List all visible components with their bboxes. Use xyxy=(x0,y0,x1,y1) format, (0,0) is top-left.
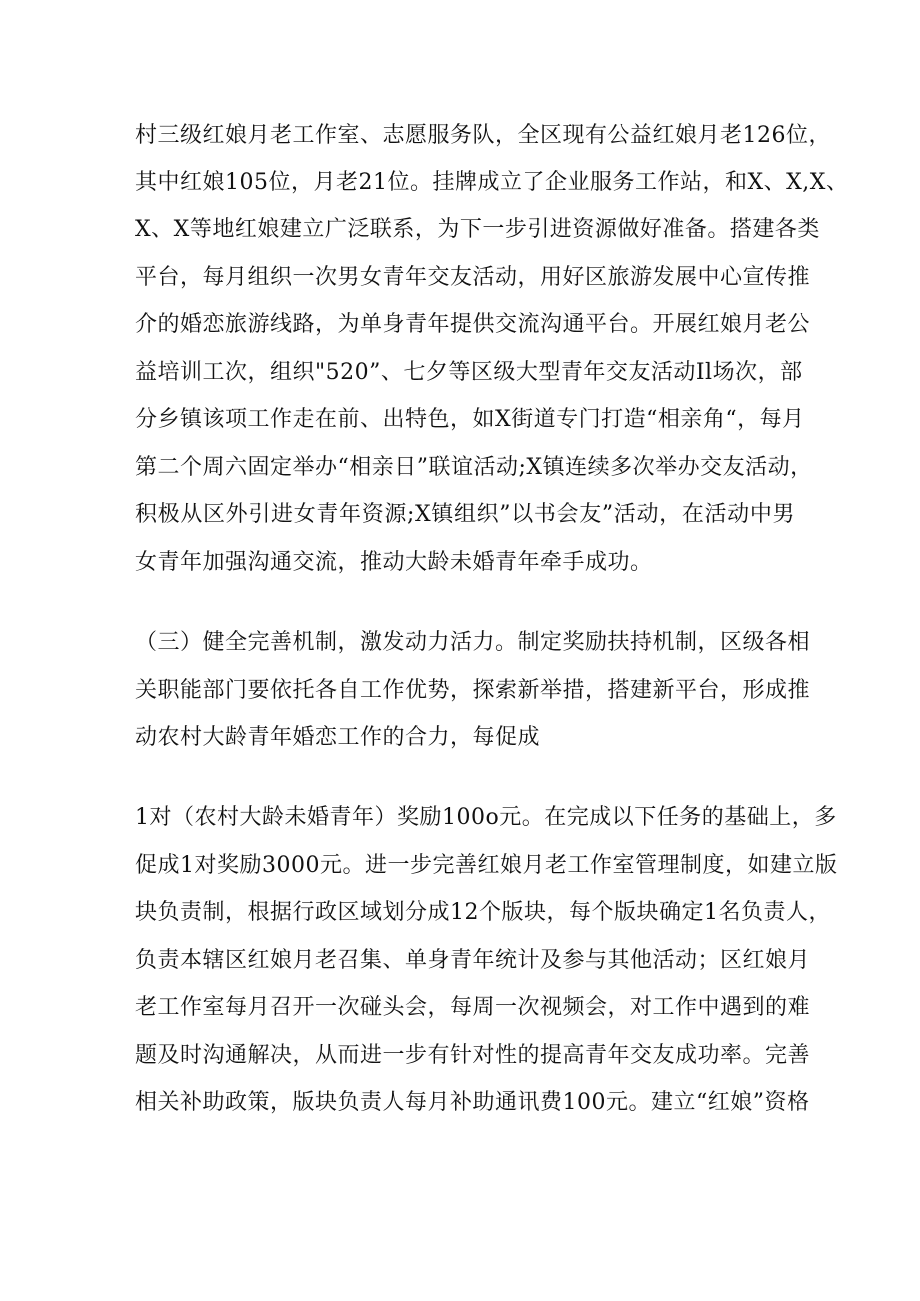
text-line: 负责本辖区红娘月老召集、单身青年统计及参与其他活动；区红娘月 xyxy=(135,948,811,973)
text-line: 益培训工次，组织"520”、七夕等区级大型青年交友活动Il场次，部 xyxy=(135,360,803,385)
text-line: X、X等地红娘建立广泛联系，为下一步引进资源做好准备。搭建各类 xyxy=(135,217,820,242)
text-line: 女青年加强沟通交流，推动大龄未婚青年牵手成功。 xyxy=(135,550,653,575)
text-line: 村三级红娘月老工作室、志愿服务队，全区现有公益红娘月老126位， xyxy=(135,123,831,148)
text-line: 促成1对奖励3000元。进一步完善红娘月老工作室管理制度，如建立版 xyxy=(135,853,838,878)
text-line: 介的婚恋旅游线路，为单身青年提供交流沟通平台。开展红娘月老公 xyxy=(135,312,811,337)
text-line: 1对（农村大龄未婚青年）奖励100o元。在完成以下任务的基础上，多 xyxy=(135,805,837,830)
text-line: 平台，每月组织一次男女青年交友活动，用好区旅游发展中心宣传推 xyxy=(135,265,811,290)
text-line: 第二个周六固定举办“相亲日”联谊活动;X镇连续多次举办交友活动， xyxy=(135,455,813,480)
text-line: 相关补助政策，版块负责人每月补助通讯费100元。建立“红娘”资格 xyxy=(135,1090,810,1115)
text-line: 其中红娘105位，月老21位。挂牌成立了企业服务工作站，和X、X,X、 xyxy=(135,170,849,195)
text-line: （三）健全完善机制，激发动力活力。制定奖励扶持机制，区级各相 xyxy=(135,630,811,655)
text-line: 块负责制，根据行政区域划分成12个版块，每个版块确定1名负责人， xyxy=(135,900,831,925)
text-line: 关职能部门要依托各自工作优势，探索新举措，搭建新平台，形成推 xyxy=(135,678,811,703)
text-line: 分乡镇该项工作走在前、出特色，如X街道专门打造“相亲角“，每月 xyxy=(135,407,805,432)
text-line: 动农村大龄青年婚恋工作的合力，每促成 xyxy=(135,725,541,750)
text-line: 题及时沟通解决，从而进一步有针对性的提高青年交友成功率。完善 xyxy=(135,1043,811,1068)
text-line: 积极从区外引进女青年资源;X镇组织”以书会友”活动，在活动中男 xyxy=(135,502,795,527)
text-line: 老工作室每月召开一次碰头会，每周一次视频会，对工作中遇到的难 xyxy=(135,995,811,1020)
